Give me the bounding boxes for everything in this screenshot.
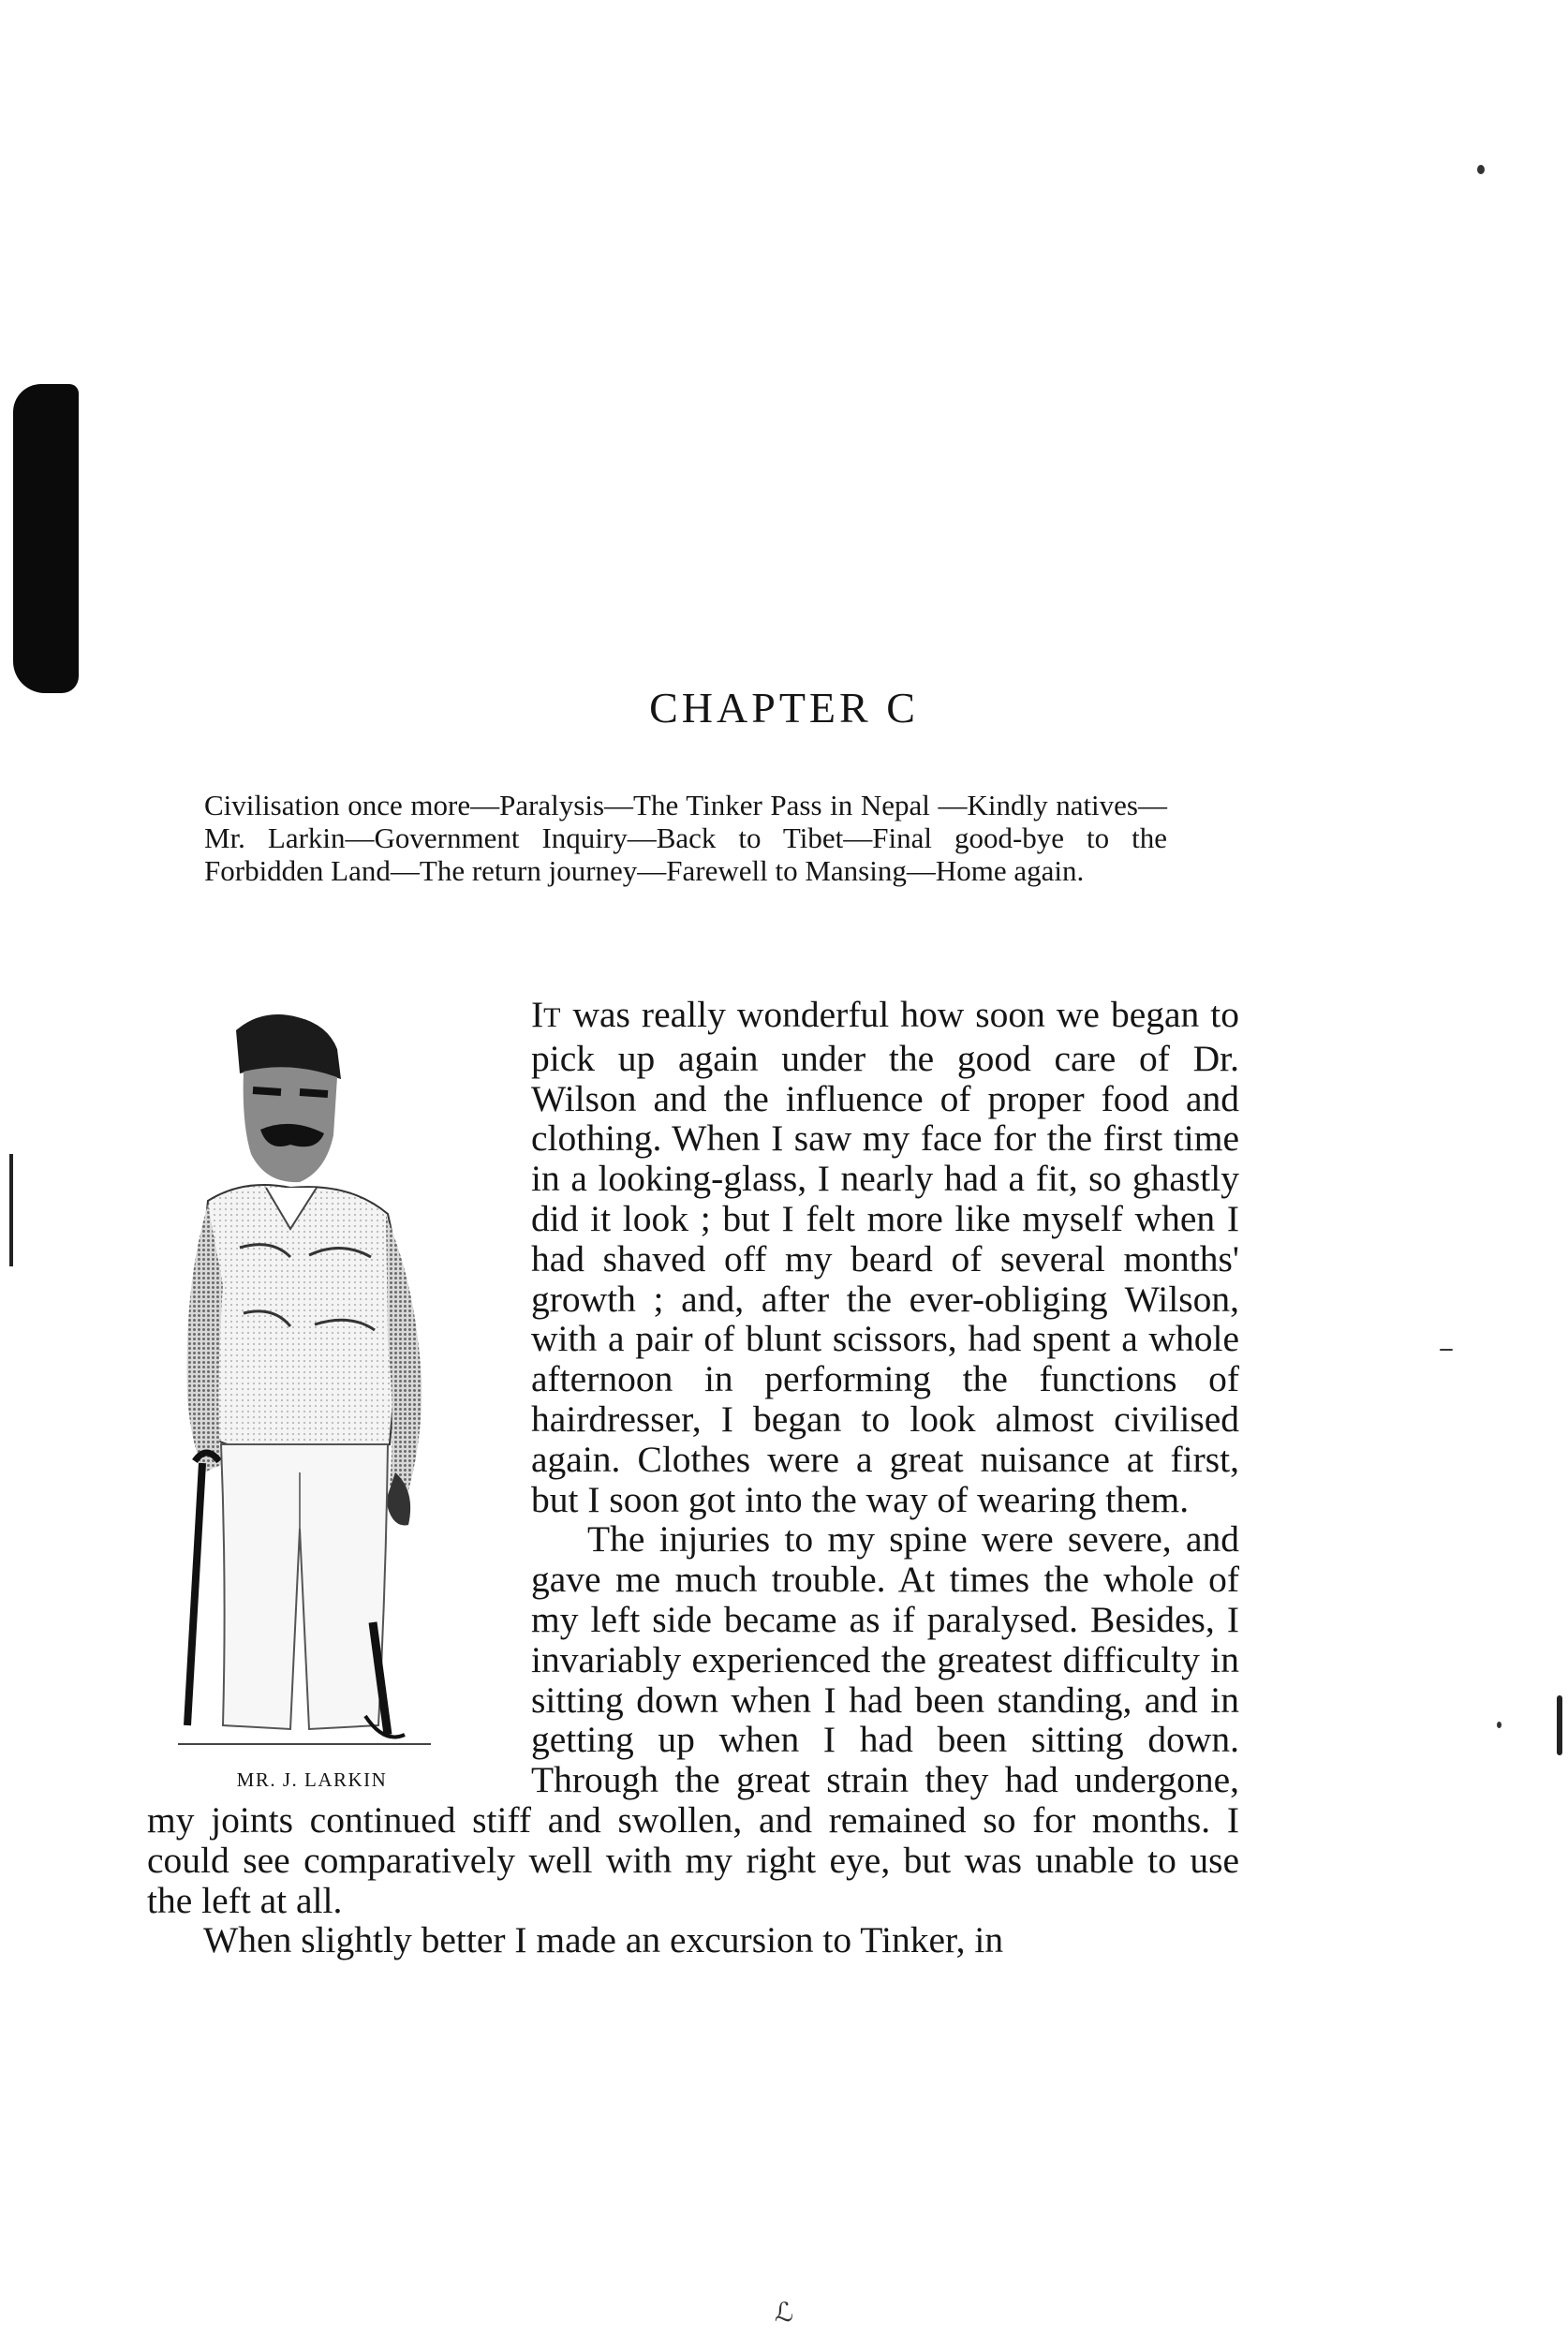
scan-edge-mark xyxy=(9,1154,13,1266)
paragraph-text: was really wonderful how soon we began to pick up again under the good care of Dr. Wilson and the influence of proper food and clothing. When I saw my face for the first time in a looking-glass, I nearly had a fit, so ghastly did it look ; but I felt more like myself when I had shaved off my beard of several months' growth ; and, after the ever-obliging Wilson, with a pair of blunt scissors, had spent a whole afternoon in performing the functions of hairdresser, I began to look almost civilised again. Clothes were a great nuisance at first, but I soon got into the way of wearing them. xyxy=(531,994,1239,1520)
figure-wrap-space xyxy=(147,995,531,1796)
page-folio: ℒ xyxy=(774,2299,794,2328)
chapter-heading: CHAPTER C xyxy=(649,684,919,732)
body-paragraph: When slightly better I made an excursion to Tinker, in xyxy=(203,1919,1004,1961)
scan-speck xyxy=(1497,1722,1501,1728)
lead-small-caps: T xyxy=(543,1002,562,1033)
scan-speck xyxy=(1440,1349,1453,1351)
portrait-caption: MR. J. LARKIN xyxy=(236,1768,388,1791)
scan-speck xyxy=(1477,165,1485,174)
chapter-synopsis: Civilisation once more—Paralysis—The Tinker Pass in Nepal —Kindly natives—Mr. Larkin—Government Inquiry—Back to Tibet—Final good-bye to the Forbidden Land—The return journey—Farewell to Mansing—Home again. xyxy=(204,789,1167,887)
chapter-body-text xyxy=(147,995,1239,1960)
scan-edge-mark xyxy=(1557,1695,1562,1755)
body-paragraph: The injuries to my spine were severe, and gave me much trouble. At times the whole of my left side became as if paralysed. Besides, I invariably experienced the greatest difficulty in sitting down when I had been standing, and in getting up when I had been sitting down. Through the great strain they had undergone, my joints continued stiff and swollen, and remained so for months. I could see comparatively well with my right eye, but was unable to use the left at all. xyxy=(147,1518,1239,1921)
scan-edge-shadow xyxy=(13,384,79,693)
lead-capital: I xyxy=(531,994,544,1035)
